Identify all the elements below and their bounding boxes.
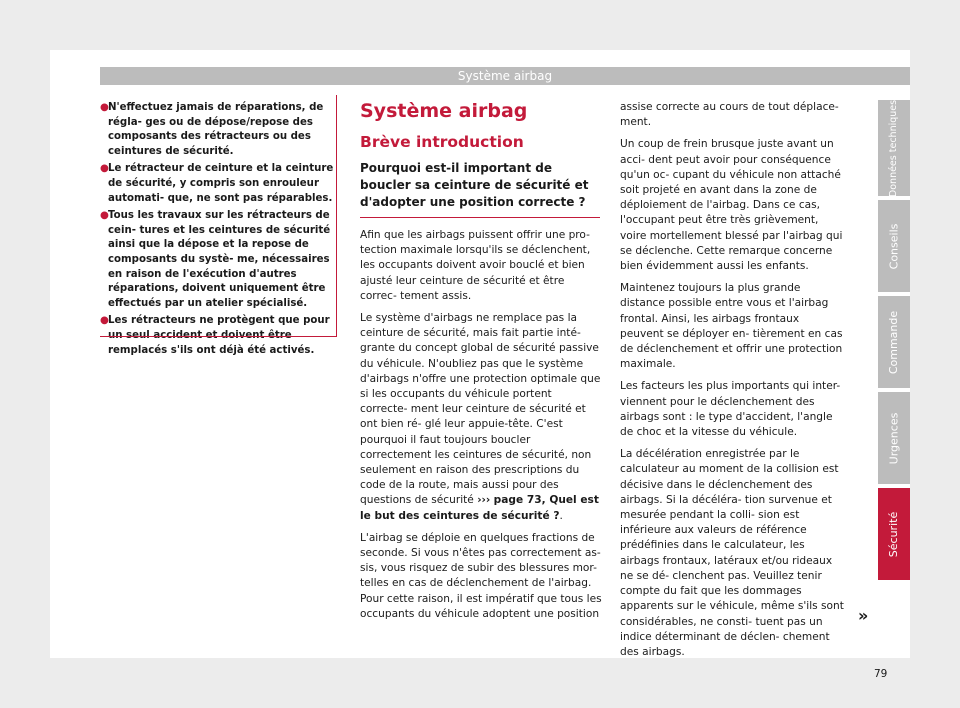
paragraph: La décélération enregistrée par le calculateur au moment de la collision est décisive dans le déclenchement des airbags. Si la décéléra- tion survenue et mesurée pendant la colli- sion est inférieure aux valeurs de référence prédéfinies dans le calculateur, les airbags frontaux, latéraux et/ou rideaux ne se dé- clenchent pas. Veuillez tenir compte du fait que les dommages apparents sur le véhicule, même s'ils sont considérables, ne consti- tuent pas un indice déterminant de déclen- chement des airbags. (620, 448, 844, 658)
warning-item: ● Le rétracteur de ceinture et la ceinture de sécurité, y compris son enrouleur automati- que, ne sont pas réparables. (100, 163, 334, 204)
bullet-icon: ● (100, 102, 109, 113)
page (50, 50, 910, 680)
section-title: Système airbag (360, 100, 528, 122)
tab-securite[interactable]: Sécurité (878, 488, 910, 580)
warning-box (100, 95, 336, 361)
article-column-1 (360, 100, 602, 629)
warning-box-right-rule (336, 95, 337, 337)
paragraph: L'airbag se déploie en quelques fractions de seconde. Si vous n'êtes pas correctement as- sis, vous risquez de subir des blessures mor- telles en cas de déclenchement de l'airbag. Pour cette raison, il est impératif que tous les occupants du véhicule adoptent une position (360, 531, 602, 620)
bullet-icon: ● (100, 315, 109, 327)
warning-item: ● Tous les travaux sur les rétracteurs de cein- tures et les ceintures de sécurité ainsi que la dépose et la repose de composants du systè- me, nécessaires en raison de l'exécution d'autres réparations, doivent uniquement être effectués par un atelier spécialisé. (100, 210, 331, 309)
cross-reference-link[interactable]: page 73, Quel est le but des ceintures de sécurité ? (360, 494, 599, 522)
warning-box-bottom-rule (100, 336, 336, 337)
paragraph: Afin que les airbags puissent offrir une pro- tection maximale lorsqu'ils se déclenchent, les occupants doivent avoir bouclé et bien ajusté leur ceinture de sécurité et être correc- tement assis. (360, 229, 591, 302)
tab-donnees-techniques[interactable]: Données techniques (878, 100, 910, 196)
paragraph: Maintenez toujours la plus grande distance possible entre vous et l'airbag frontal. Ainsi, les airbags frontaux peuvent se déployer en- tièrement en cas de déclenchement et offrir une protection maximale. (620, 282, 843, 371)
bullet-icon: ● (100, 163, 109, 175)
paragraph: assise correcte au cours de tout déplace- ment. (620, 101, 839, 129)
continue-icon: » (858, 606, 869, 625)
paragraph: Les facteurs les plus importants qui inter- viennent pour le déclenchement des airbags sont : le type d'accident, l'angle de choc et la vitesse du véhicule. (620, 380, 841, 439)
section-subtitle: Brève introduction (360, 133, 524, 151)
article-column-2 (620, 100, 846, 667)
page-number: 79 (874, 668, 888, 680)
tab-conseils[interactable]: Conseils (878, 200, 910, 292)
paragraph: Un coup de frein brusque juste avant un acci- dent peut avoir pour conséquence qu'un oc- cupant du véhicule non attaché soit projeté en avant dans la zone de déploiement de l'airbag. Dans ce cas, l'occupant peut être très grièvement, voire mortellement blessé par l'airbag qui se déclenche. Cette remarque concerne bien évidemment aussi les enfants. (620, 138, 843, 273)
question-heading: Pourquoi est-il important de boucler sa ceinture de sécurité et d'adopter une position correcte ? (360, 160, 600, 218)
bullet-icon: ● (100, 210, 109, 222)
tab-commande[interactable]: Commande (878, 296, 910, 388)
tab-urgences[interactable]: Urgences (878, 392, 910, 484)
cross-reference-arrow-icon: ››› (477, 494, 491, 507)
warning-item: ● Les rétracteurs ne protègent que pour remplacés s'ils ont déjà été activés. (100, 315, 330, 356)
paragraph: Le système d'airbags ne remplace pas la ceinture de sécurité, mais fait partie inté- grante du concept global de sécurité passive du véhicule. N'oubliez pas que le système d'airbags n'offre une protection optimale que si les occupants du véhicule portent correcte- ment leur ceinture de sécurité et ont bien ré- glé leur appuie-tête. C'est pourquoi il faut toujours boucler correctement les ceintures de sécurité, non seulement en raison des prescriptions du code de la route, mais aussi pour des questions de sécurité ››› page 73, Quel est le but des ceintures de sécurité ?. (360, 312, 601, 522)
warning-item: ● N'effectuez jamais de réparations, de régla- ges ou de dépose/repose des composants des rétracteurs ou des ceintures de sécurité. (100, 102, 324, 157)
running-header: Système airbag (100, 67, 910, 85)
